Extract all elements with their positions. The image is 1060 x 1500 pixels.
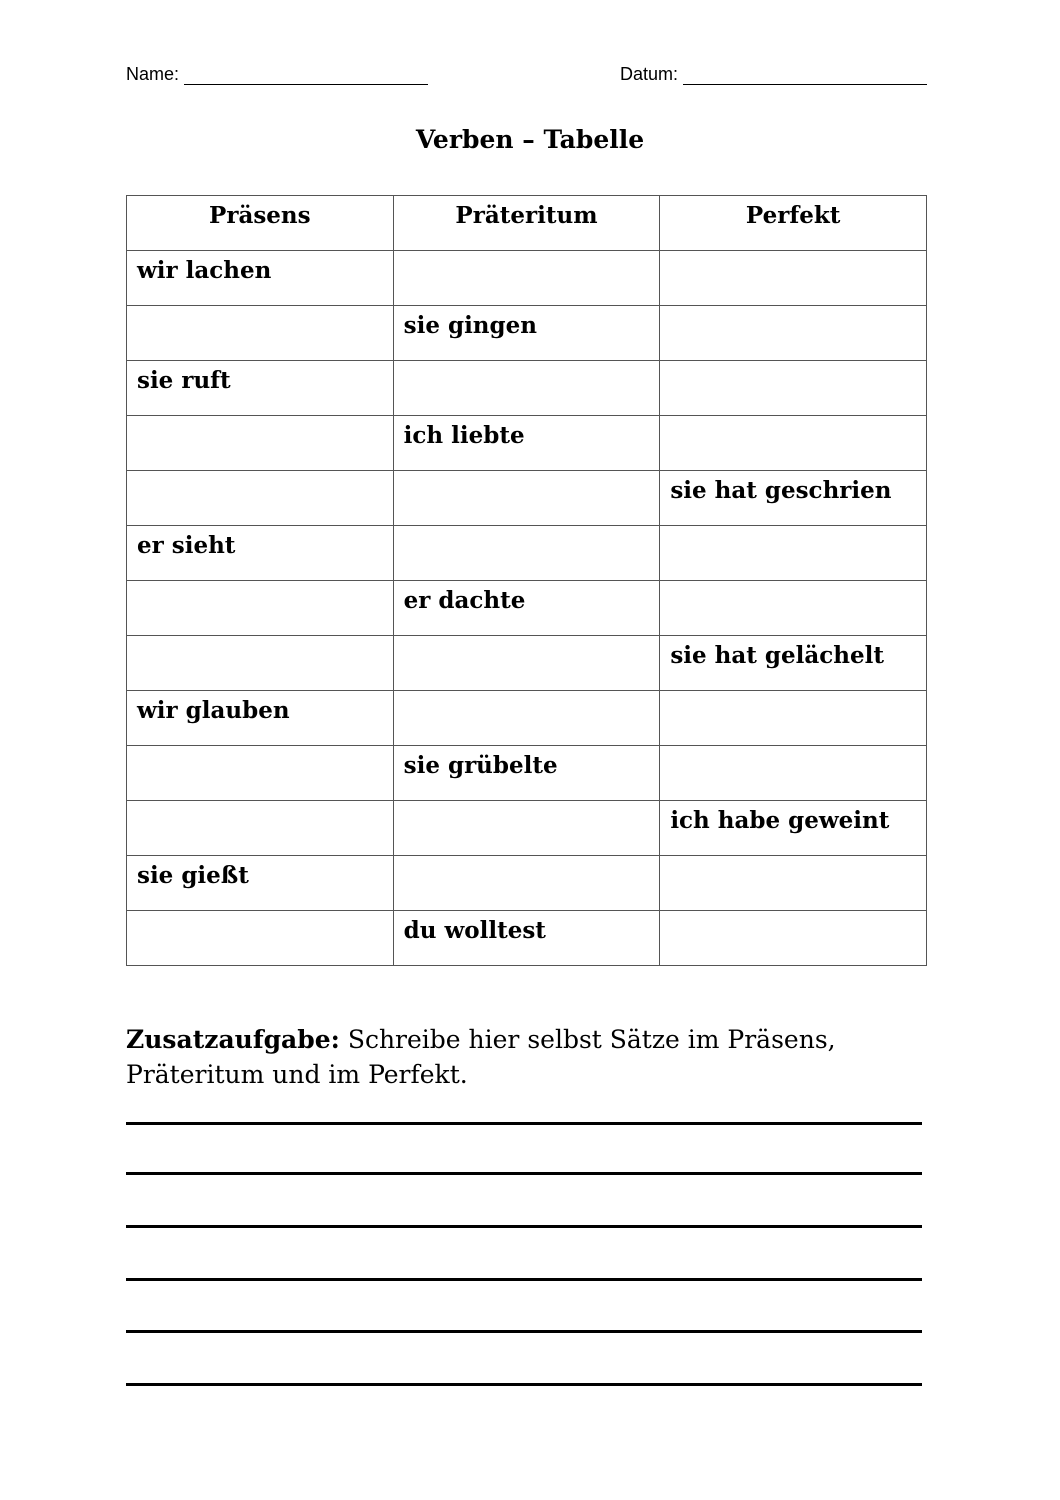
table-cell[interactable] [660,306,927,361]
table-row [127,746,927,801]
extra-task-label: Zusatzaufgabe: [126,1025,340,1054]
table-row [127,361,927,416]
table-row [127,416,927,471]
table-cell[interactable] [127,581,394,636]
writing-line[interactable] [126,1225,922,1228]
writing-line[interactable] [126,1330,922,1333]
table-row [127,306,927,361]
writing-line[interactable] [126,1122,922,1125]
table-cell[interactable]: sie hat geschrien [660,471,927,526]
table-cell[interactable]: wir glauben [127,691,394,746]
table-cell[interactable] [393,691,660,746]
extra-task [126,1022,936,1092]
table-cell[interactable] [393,801,660,856]
table-cell[interactable]: er dachte [393,581,660,636]
table-cell[interactable] [660,251,927,306]
table-row [127,691,927,746]
table-cell[interactable]: sie grübelte [393,746,660,801]
table-row [127,911,927,966]
name-label: Name: [126,64,180,84]
date-label: Datum: [620,64,679,84]
column-header-praesens: Präsens [127,196,394,251]
table-cell[interactable] [127,636,394,691]
table-cell[interactable] [127,416,394,471]
table-cell[interactable] [127,306,394,361]
table-cell[interactable] [127,801,394,856]
table-cell[interactable]: ich liebte [393,416,660,471]
table-cell[interactable] [660,856,927,911]
date-blank-line[interactable] [683,64,927,85]
writing-line[interactable] [126,1383,922,1386]
table-cell[interactable] [127,471,394,526]
table-row [127,471,927,526]
name-blank-line[interactable] [184,64,428,85]
table-cell[interactable]: sie hat gelächelt [660,636,927,691]
writing-line[interactable] [126,1172,922,1175]
table-cell[interactable] [393,471,660,526]
page-title: Verben – Tabelle [415,125,645,154]
table-cell[interactable] [660,581,927,636]
column-header-perfekt: Perfekt [660,196,927,251]
table-row [127,526,927,581]
table-cell[interactable] [127,911,394,966]
table-cell[interactable]: sie ruft [127,361,394,416]
table-cell[interactable]: du wolltest [393,911,660,966]
table-row [127,581,927,636]
table-cell[interactable]: wir lachen [127,251,394,306]
table-cell[interactable] [660,416,927,471]
extra-task-text: Schreibe hier selbst Sätze im Präsens, Präteritum und im Perfekt. [126,1025,836,1089]
table-cell[interactable] [660,361,927,416]
name-field[interactable] [126,64,428,85]
table-cell[interactable] [660,746,927,801]
table-cell[interactable] [393,526,660,581]
table-cell[interactable]: ich habe geweint [660,801,927,856]
table-cell[interactable] [660,911,927,966]
table-row [127,636,927,691]
table-row [127,251,927,306]
table-cell[interactable]: sie gingen [393,306,660,361]
table-cell[interactable] [393,251,660,306]
verb-table [126,195,927,966]
writing-line[interactable] [126,1278,922,1281]
table-cell[interactable]: sie gießt [127,856,394,911]
table-cell[interactable] [393,361,660,416]
table-cell[interactable] [127,746,394,801]
table-row [127,856,927,911]
table-cell[interactable] [660,691,927,746]
table-header-row [127,196,927,251]
table-cell[interactable]: er sieht [127,526,394,581]
date-field[interactable] [620,64,927,85]
column-header-praeteritum: Präteritum [393,196,660,251]
table-cell[interactable] [393,856,660,911]
table-row [127,801,927,856]
table-cell[interactable] [393,636,660,691]
table-cell[interactable] [660,526,927,581]
